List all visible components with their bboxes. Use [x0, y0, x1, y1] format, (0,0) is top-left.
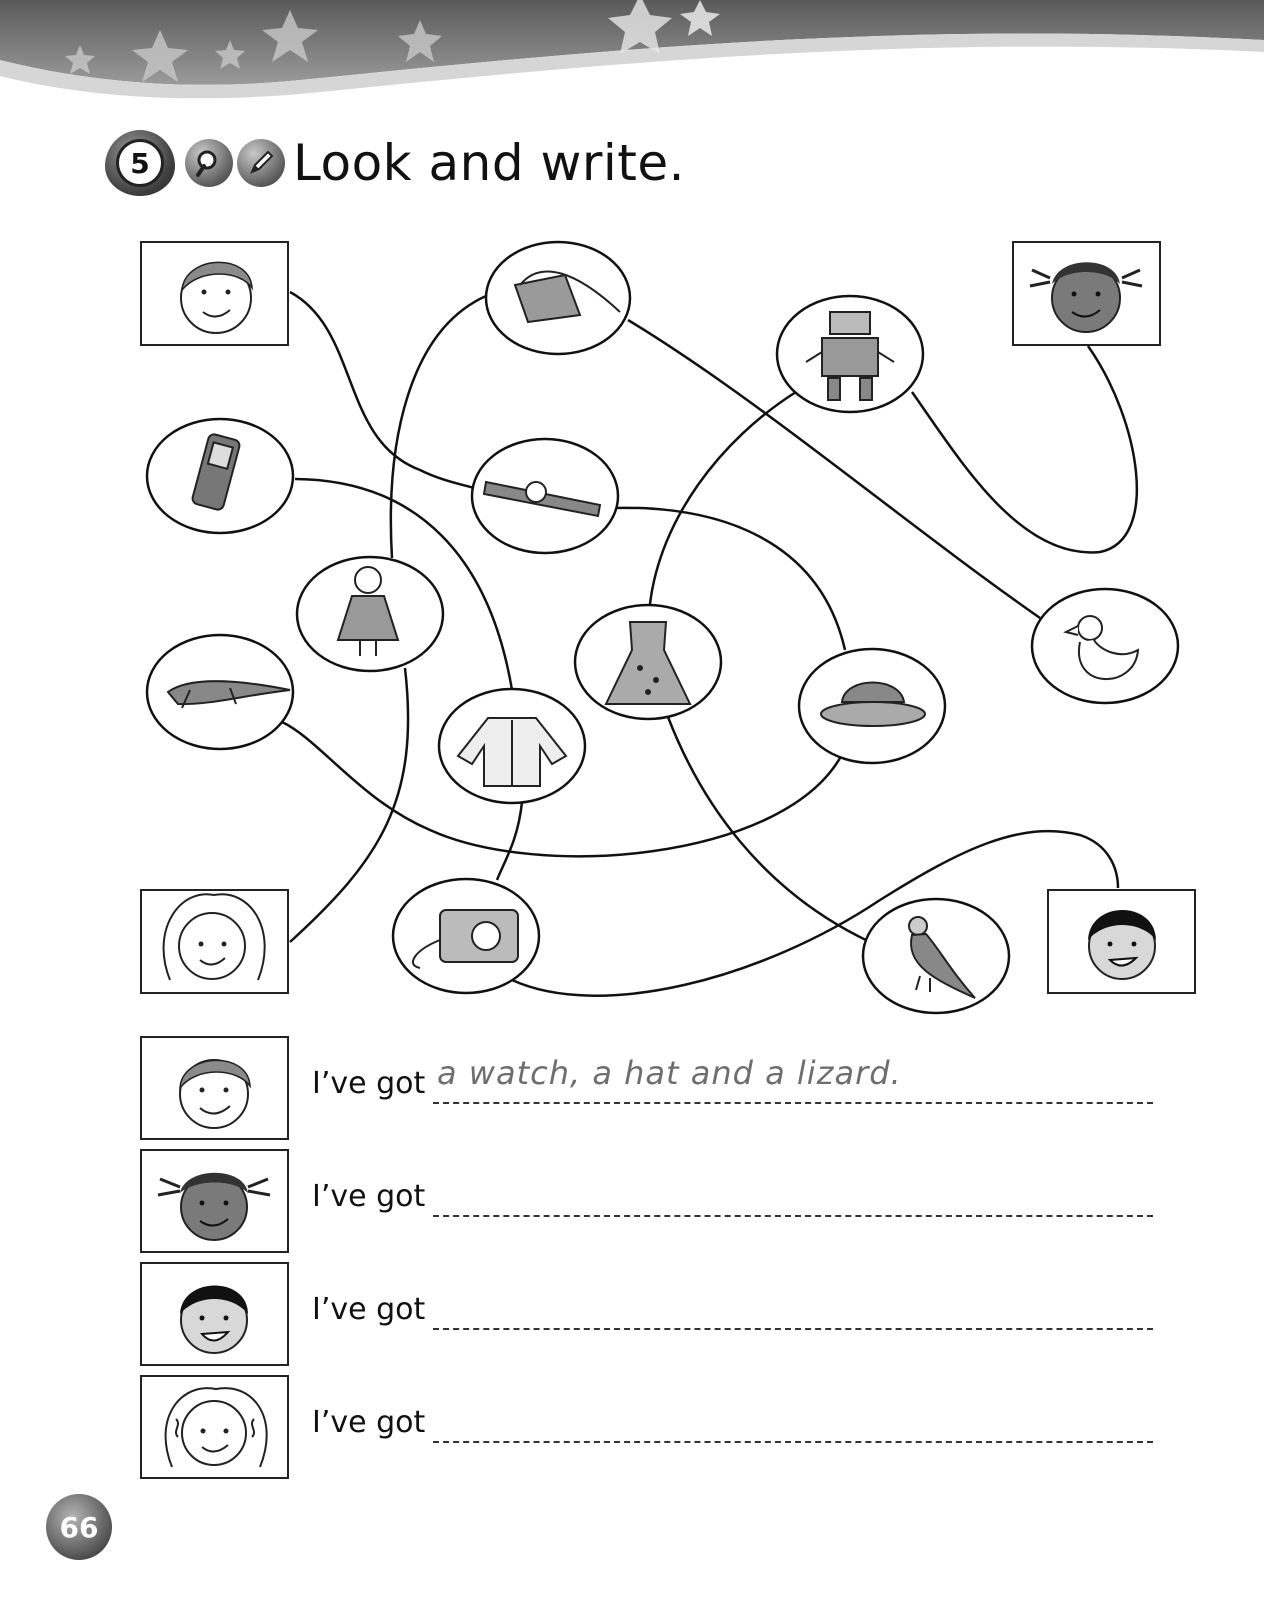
girl-bunches-maze: [1013, 242, 1160, 345]
dark-boy-maze: [1048, 890, 1195, 993]
answer-line[interactable]: [433, 1441, 1153, 1443]
exercise-number: 5: [116, 139, 164, 187]
page-number: 66: [46, 1494, 112, 1560]
exercise-title: Look and write.: [293, 134, 686, 192]
answer-row-1: [140, 1036, 1160, 1140]
answer-line[interactable]: [433, 1215, 1153, 1217]
curly-girl-avatar: [140, 1375, 289, 1479]
answer-prefix: I’ve got: [312, 1179, 426, 1214]
freckled-boy-avatar: [140, 1036, 289, 1140]
girl-bunches-avatar: [140, 1149, 289, 1253]
answer-prefix: I’ve got: [312, 1066, 426, 1101]
answer-prefix: I’ve got: [312, 1292, 426, 1327]
answer-row-4: [140, 1375, 1160, 1479]
dark-boy-avatar: [140, 1262, 289, 1366]
duck-oval: [1032, 589, 1178, 703]
freckled-boy-maze: [141, 242, 288, 345]
answer-line[interactable]: [433, 1328, 1153, 1330]
answer-text: a watch, a hat and a lizard.: [437, 1054, 902, 1092]
curly-girl-maze: [141, 890, 288, 993]
answer-prefix: I’ve got: [312, 1405, 426, 1440]
answer-row-3: [140, 1262, 1160, 1366]
answer-line[interactable]: [433, 1102, 1153, 1104]
answer-row-2: [140, 1149, 1160, 1253]
